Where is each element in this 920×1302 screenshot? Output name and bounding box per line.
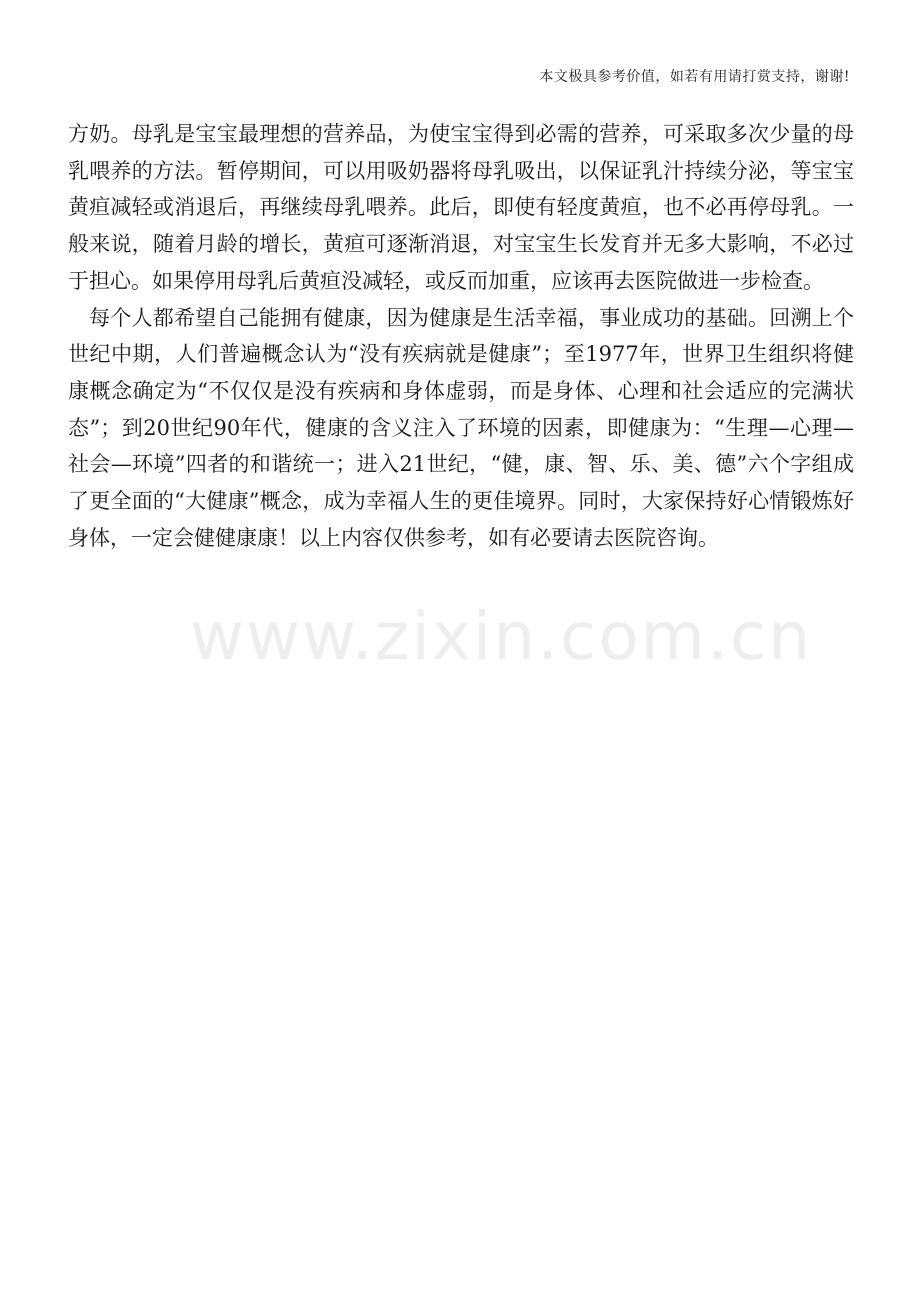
paragraph-2: 每个人都希望自己能拥有健康，因为健康是生活幸福，事业成功的基础。回溯上个世纪中期，人们普遍概念认为“没有疾病就是健康”；至1977年，世界卫生组织将健康概念确定为“不仅仅是没有疾病和身体虚弱，而是身体、心理和社会适应的完满状态”；到20世纪90年代，健康的含义注入了环境的因素，即健康为：“生理—心理—社会—环境”四者的和谐统一；进入21世纪，“健，康、智、乐、美、德”六个字组成了更全面的“大健康”概念，成为幸福人生的更佳境界。同时，大家保持好心情锻炼好身体，一定会健健康康！以上内容仅供参考，如有必要请去医院咨询。 [68, 305, 854, 550]
document-body [68, 116, 854, 556]
watermark: www.zixin.com.cn [190, 598, 813, 675]
header-note: 本文极具参考价值，如若有用请打赏支持，谢谢! [539, 69, 850, 85]
paragraph-1: 方奶。母乳是宝宝最理想的营养品，为使宝宝得到必需的营养，可采取多次少量的母乳喂养的方法。暂停期间，可以用吸奶器将母乳吸出，以保证乳汁持续分泌，等宝宝黄疸减轻或消退后，再继续母乳喂养。此后，即使有轻度黄疸，也不必再停母乳。一般来说，随着月龄的增长，黄疸可逐渐消退，对宝宝生长发育并无多大影响，不必过于担心。如果停用母乳后黄疸没减轻，或反而加重，应该再去医院做进一步检查。 [68, 122, 854, 293]
